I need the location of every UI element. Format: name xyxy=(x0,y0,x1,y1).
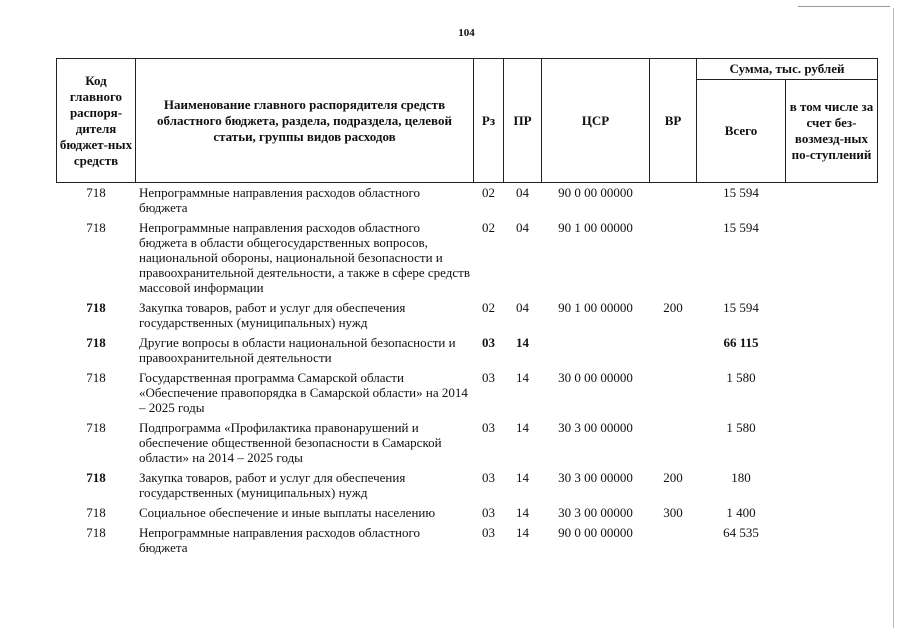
cell-gratuitous xyxy=(786,468,878,503)
cell-name: Закупка товаров, работ и услуг для обеспечения государственных (муниципальных) нужд xyxy=(139,470,406,500)
cell-total: 1 580 xyxy=(726,370,756,385)
cell-csr: 30 3 00 00000 xyxy=(558,420,633,435)
cell-gratuitous xyxy=(786,418,878,468)
cell-csr: 90 1 00 00000 xyxy=(558,300,633,315)
cell-code: 718 xyxy=(86,185,106,200)
cell-name: Непрограммные направления расходов областного бюджета xyxy=(139,185,420,215)
cell-rz: 03 xyxy=(482,370,495,385)
cell-gratuitous xyxy=(786,218,878,298)
table-body xyxy=(57,183,878,559)
cell-total: 1 580 xyxy=(726,420,756,435)
cell-pr: 04 xyxy=(516,220,529,235)
cell-total: 64 535 xyxy=(723,525,759,540)
cell-csr: 90 1 00 00000 xyxy=(558,220,633,235)
page-number: 104 xyxy=(458,27,475,39)
header-csr: ЦСР xyxy=(542,59,650,183)
cell-csr xyxy=(542,333,650,368)
cell-total: 15 594 xyxy=(723,300,759,315)
cell-rz: 03 xyxy=(482,525,495,540)
cell-csr: 30 3 00 00000 xyxy=(558,505,633,520)
budget-table xyxy=(56,58,878,558)
cell-vr: 200 xyxy=(663,300,683,315)
cell-gratuitous xyxy=(786,503,878,523)
cell-rz: 03 xyxy=(482,470,495,485)
cell-pr: 04 xyxy=(516,300,529,315)
cell-gratuitous xyxy=(786,183,878,219)
cell-vr: 300 xyxy=(663,505,683,520)
cell-code: 718 xyxy=(86,470,106,485)
cell-pr: 04 xyxy=(516,185,529,200)
cell-vr xyxy=(650,523,697,558)
cell-csr: 30 3 00 00000 xyxy=(558,470,633,485)
cell-name: Социальное обеспечение и иные выплаты населению xyxy=(139,505,436,520)
cell-gratuitous xyxy=(786,333,878,368)
page-edge xyxy=(893,8,894,628)
table-row xyxy=(57,468,878,503)
cell-vr xyxy=(650,418,697,468)
cell-vr xyxy=(650,368,697,418)
header-code: Код главного распоря-дителя бюджет-ных средств xyxy=(57,59,136,183)
cell-code: 718 xyxy=(86,525,106,540)
cell-rz: 03 xyxy=(482,420,495,435)
table-row xyxy=(57,218,878,298)
cell-rz: 02 xyxy=(482,220,495,235)
cell-code: 718 xyxy=(86,300,106,315)
cell-code: 718 xyxy=(86,370,106,385)
table-row xyxy=(57,503,878,523)
cell-pr: 14 xyxy=(516,525,529,540)
cell-total: 1 400 xyxy=(726,505,756,520)
cell-name: Непрограммные направления расходов областного бюджета xyxy=(139,525,420,555)
cell-code: 718 xyxy=(86,335,106,350)
cell-csr: 30 0 00 00000 xyxy=(558,370,633,385)
cell-name: Непрограммные направления расходов областного бюджета в области общегосударственных вопросов, национальной обороны, национальной безопасности и правоохранительной деятельности, а также в сфере средств массовой информации xyxy=(139,220,470,295)
table-header xyxy=(57,59,878,183)
header-vr: ВР xyxy=(650,59,697,183)
cell-csr: 90 0 00 00000 xyxy=(558,185,633,200)
cell-rz: 02 xyxy=(482,185,495,200)
cell-pr: 14 xyxy=(516,335,529,350)
cell-name: Подпрограмма «Профилактика правонарушений и обеспечение общественной безопасности в Самарской области» на 2014 – 2025 годы xyxy=(139,420,442,465)
header-pr: ПР xyxy=(504,59,542,183)
cell-total: 15 594 xyxy=(723,185,759,200)
cell-vr: 200 xyxy=(663,470,683,485)
cell-rz: 03 xyxy=(482,505,495,520)
header-gratuitous: в том числе за счет без-возмезд-ных по-ступлений xyxy=(786,80,878,183)
table-row xyxy=(57,523,878,558)
cell-total: 180 xyxy=(731,470,751,485)
header-total: Всего xyxy=(697,80,786,183)
cell-total: 15 594 xyxy=(723,220,759,235)
cell-code: 718 xyxy=(86,505,106,520)
cell-code: 718 xyxy=(86,220,106,235)
cell-gratuitous xyxy=(786,298,878,333)
cell-total: 66 115 xyxy=(723,335,759,350)
cell-name: Государственная программа Самарской области «Обеспечение правопорядка в Самарской области» на 2014 – 2025 годы xyxy=(139,370,468,415)
cell-pr: 14 xyxy=(516,505,529,520)
header-sum-group: Сумма, тыс. рублей xyxy=(697,59,878,80)
cell-pr: 14 xyxy=(516,420,529,435)
top-rule xyxy=(798,6,890,7)
table-row xyxy=(57,183,878,219)
header-name: Наименование главного распорядителя средств областного бюджета, раздела, подраздела, целевой статьи, группы видов расходов xyxy=(136,59,474,183)
cell-gratuitous xyxy=(786,368,878,418)
cell-code: 718 xyxy=(86,420,106,435)
table-row xyxy=(57,333,878,368)
cell-vr xyxy=(650,218,697,298)
table-row xyxy=(57,368,878,418)
cell-csr: 90 0 00 00000 xyxy=(558,525,633,540)
table-row xyxy=(57,418,878,468)
cell-gratuitous xyxy=(786,523,878,558)
cell-vr xyxy=(650,183,697,219)
header-rz: Рз xyxy=(474,59,504,183)
cell-pr: 14 xyxy=(516,370,529,385)
cell-pr: 14 xyxy=(516,470,529,485)
cell-name: Закупка товаров, работ и услуг для обеспечения государственных (муниципальных) нужд xyxy=(139,300,406,330)
cell-rz: 03 xyxy=(482,335,495,350)
cell-name: Другие вопросы в области национальной безопасности и правоохранительной деятельности xyxy=(139,335,456,365)
cell-rz: 02 xyxy=(482,300,495,315)
table-row xyxy=(57,298,878,333)
cell-vr xyxy=(650,333,697,368)
